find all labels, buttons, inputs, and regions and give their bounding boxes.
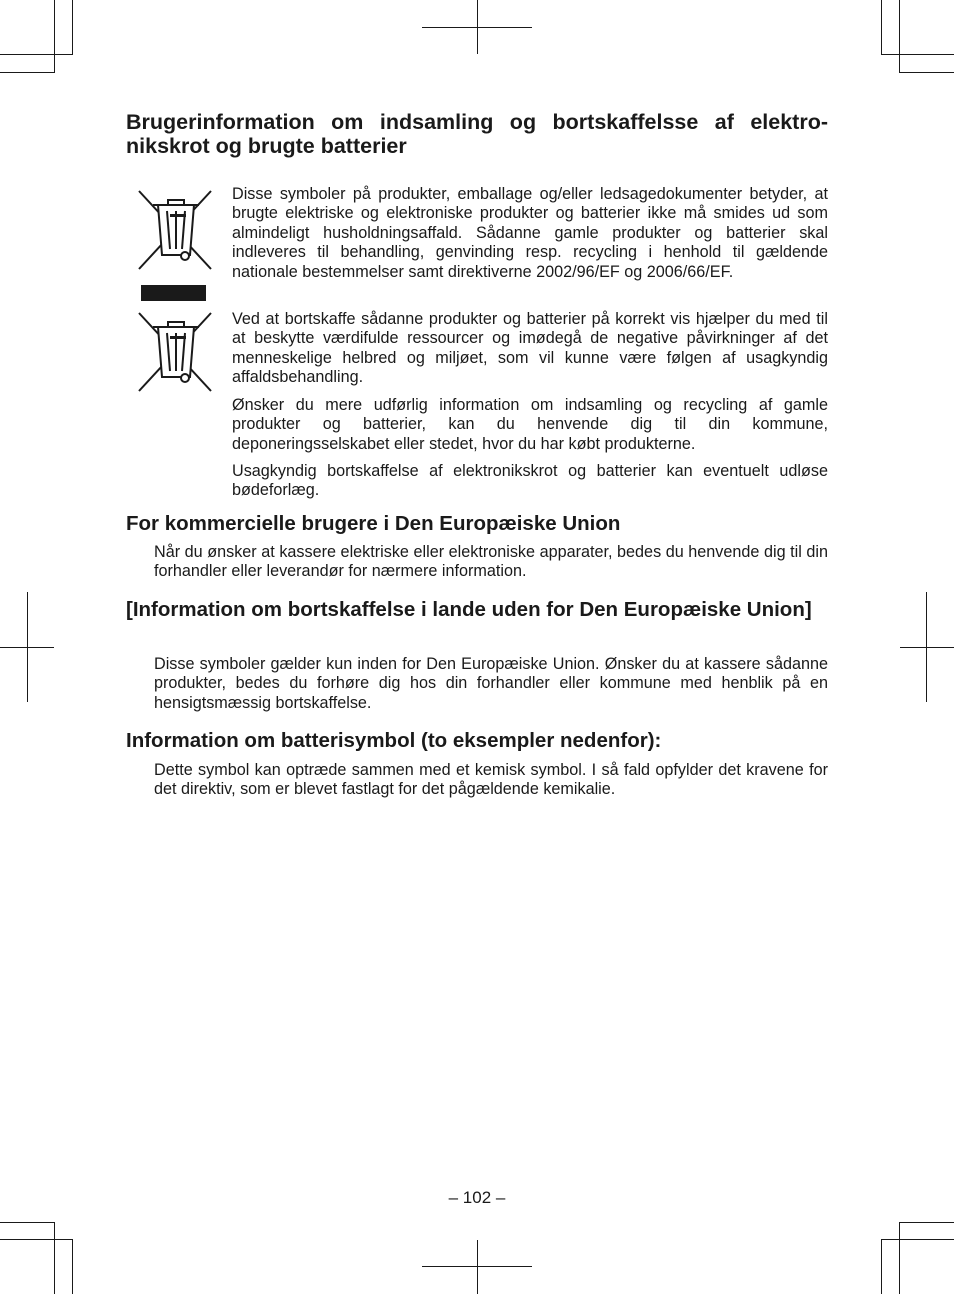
crossed-out-wheelie-bin-icon xyxy=(136,309,214,393)
paragraph-commercial-users: Når du ønsker at kassere elektriske eller elektroniske apparater, bedes du henvende dig til din forhandler eller leverandør for nærmere information. xyxy=(154,543,828,581)
paragraph-more-information: Ønsker du mere udførlig information om indsamling og recycling af gamle produkter og batterier, kan du henvende dig til din kommune, deponeringsselskabet eller stedet, hvor du har købt produkterne. xyxy=(232,396,828,453)
heading-outside-eu: [Information om bortskaffelse i lande uden for Den Europæiske Union] xyxy=(126,598,812,621)
paragraph-correct-disposal: Ved at bortskaffe sådanne produkter og batterier på korrekt vis hjælper du med til at beskytte værdifulde ressourcer og imødegå de negative påvirkninger af det menneskelige helbred og miljøet, som vil kunne være følgen af usagkyndig affaldsbehandling. xyxy=(232,310,828,387)
page-number: – 102 – xyxy=(448,1188,506,1207)
heading-commercial-users: For kommercielle brugere i Den Europæiske Union xyxy=(126,512,621,535)
paragraph-penalties: Usagkyndig bortskaffelse af elektronikskrot og batterier kan eventuelt udløse bødeforlæg. xyxy=(232,462,828,500)
paragraph-outside-eu: Disse symboler gælder kun inden for Den Europæiske Union. Ønsker du at kassere sådanne produkter, bedes du forhøre dig hos din forhandler eller kommune med henblik på en hensigtsmæssig bortskaffelse. xyxy=(154,655,828,712)
paragraph-symbols-meaning: Disse symboler på produkter, emballage og/eller ledsagedokumenter betyder, at brugte elektriske og elektroniske produkter og batterier ikke må smides ud som almindeligt husholdningsaffald. Sådanne gamle produkter og batterier skal indleveres til behandling, genvinding resp. recycling i henhold til gældende nationale bestemmelser samt direktiverne 2002/96/EF og 2006/66/EF. xyxy=(232,185,828,281)
heading-battery-symbol: Information om batterisymbol (to eksempler nedenfor): xyxy=(126,729,662,752)
main-heading: Brugerinformation om indsamling og bortskaffelsse af elektro-nikskrot og brugte batterier xyxy=(126,110,828,158)
paragraph-battery-symbol: Dette symbol kan optræde sammen med et kemisk symbol. I så fald opfylder det kravene for det direktiv, som er blevet fastlagt for det pågældende kemikalie. xyxy=(154,761,828,799)
crossed-out-wheelie-bin-with-bar-icon xyxy=(136,187,214,303)
